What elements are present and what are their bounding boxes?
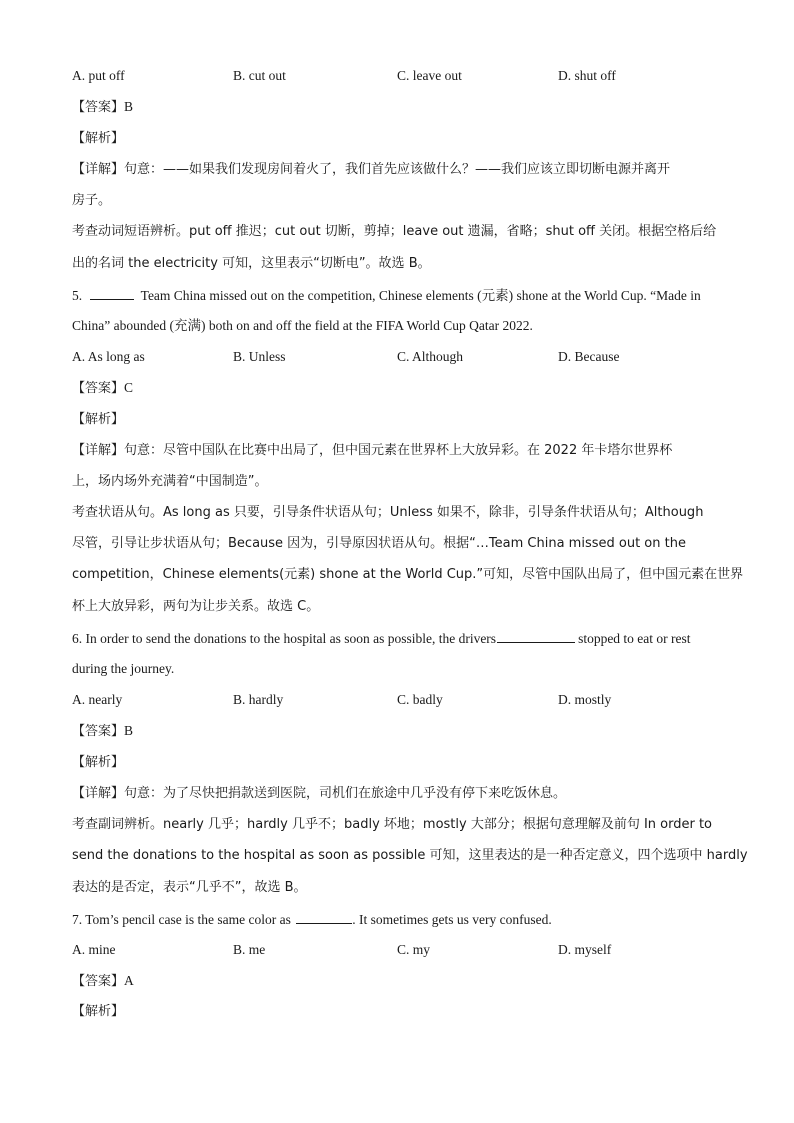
q5-explain-line: 杯上大放异彩，两句为让步关系。故选 C。 — [72, 599, 320, 614]
q4-option-c: C. leave out — [397, 68, 462, 83]
q6-option-b: B. hardly — [233, 692, 284, 707]
q6-explain-line: 考查副词辨析。nearly 几乎；hardly 几乎不；badly 坏地；mostly 大部分；根据句意理解及前句 In order to — [72, 817, 713, 832]
q5-stem-text: Team China missed out on the competition, Chinese elements (元素) shone at the World Cup. “Made in — [140, 288, 701, 303]
q7-stem-text: 7. Tom’s pencil case is the same color as — [72, 912, 291, 927]
answer-blank — [90, 287, 134, 300]
q6-explain-line: 表达的是否定，表示“几乎不”，故选 B。 — [72, 880, 307, 895]
q6-stem-line: during the journey. — [72, 661, 175, 676]
q5-detail-line: 上，场内场外充满着“中国制造”。 — [72, 474, 268, 489]
q6-stem-text: 6. In order to send the donations to the hospital as soon as possible, the drivers — [72, 631, 497, 646]
q6-option-a: A. nearly — [72, 692, 123, 707]
q6-answer — [72, 723, 722, 740]
answer-label: 【答案】 — [72, 381, 125, 396]
q6-stem-text: stopped to eat or rest — [578, 631, 691, 646]
answer-label: 【答案】 — [72, 100, 125, 115]
q4-detail-line: 房子。 — [72, 193, 112, 208]
q4-explain-line: 出的名词 the electricity 可知，这里表示“切断电”。故选 B。 — [72, 256, 431, 271]
q5-option-d: D. Because — [558, 349, 620, 364]
q5-explain-line: 考查状语从句。As long as 只要，引导条件状语从句；Unless 如果不，除非，引导条件状语从句；Although — [72, 505, 704, 520]
q7-option-c: C. my — [397, 942, 431, 957]
q5-number: 5. — [72, 288, 83, 303]
answer-label: 【答案】 — [72, 724, 125, 739]
q5-stem-line: China” abounded (充满) both on and off the field at the FIFA World Cup Qatar 2022. — [72, 318, 533, 333]
q5-analysis-label: 【解析】 — [72, 412, 125, 427]
q7-stem-line — [72, 911, 722, 928]
answer-value: A — [124, 973, 134, 988]
q4-answer — [72, 99, 722, 116]
q4-explain-line: 考查动词短语辨析。put off 推迟；cut out 切断，剪掉；leave out 遗漏，省略；shut off 关闭。根据空格后给 — [72, 224, 717, 239]
answer-value: C — [124, 380, 134, 395]
q6-analysis-label: 【解析】 — [72, 755, 125, 770]
q5-detail-line: 【详解】句意：尽管中国队在比赛中出局了，但中国元素在世界杯上大放异彩。在 2022 年卡塔尔世界杯 — [72, 443, 673, 458]
q7-analysis-label: 【解析】 — [72, 1004, 125, 1019]
q6-stem-line — [72, 630, 722, 647]
q4-analysis-label: 【解析】 — [72, 131, 125, 146]
q5-answer — [72, 380, 722, 397]
answer-blank — [296, 911, 352, 924]
q6-explain-line: send the donations to the hospital as soon as possible 可知，这里表达的是一种否定意义，四个选项中 hardly — [72, 848, 748, 863]
q4-option-b: B. cut out — [233, 68, 286, 83]
q6-detail-line: 【详解】句意：为了尽快把捐款送到医院，司机们在旅途中几乎没有停下来吃饭休息。 — [72, 786, 567, 801]
q5-explain-line: competition，Chinese elements(元素) shone at the World Cup.”可知，尽管中国队出局了，但中国元素在世界 — [72, 567, 744, 582]
answer-blank — [497, 630, 575, 643]
q5-stem-line — [72, 287, 722, 304]
q6-option-c: C. badly — [397, 692, 443, 707]
q5-option-a: A. As long as — [72, 349, 145, 364]
q5-option-b: B. Unless — [233, 349, 286, 364]
q4-option-a: A. put off — [72, 68, 125, 83]
q5-option-c: C. Although — [397, 349, 464, 364]
q7-option-d: D. myself — [558, 942, 612, 957]
q7-stem-text: . It sometimes gets us very confused. — [352, 912, 552, 927]
q5-explain-line: 尽管，引导让步状语从句；Because 因为，引导原因状语从句。根据“…Team China missed out on the — [72, 536, 686, 551]
q4-detail-line: 【详解】句意：——如果我们发现房间着火了，我们首先应该做什么？——我们应该立即切断电源并离开 — [72, 162, 671, 177]
answer-label: 【答案】 — [72, 974, 125, 989]
answer-value: B — [124, 99, 134, 114]
q6-option-d: D. mostly — [558, 692, 612, 707]
q7-answer — [72, 973, 722, 990]
q7-option-b: B. me — [233, 942, 266, 957]
answer-value: B — [124, 723, 134, 738]
q7-option-a: A. mine — [72, 942, 116, 957]
q4-option-d: D. shut off — [558, 68, 616, 83]
